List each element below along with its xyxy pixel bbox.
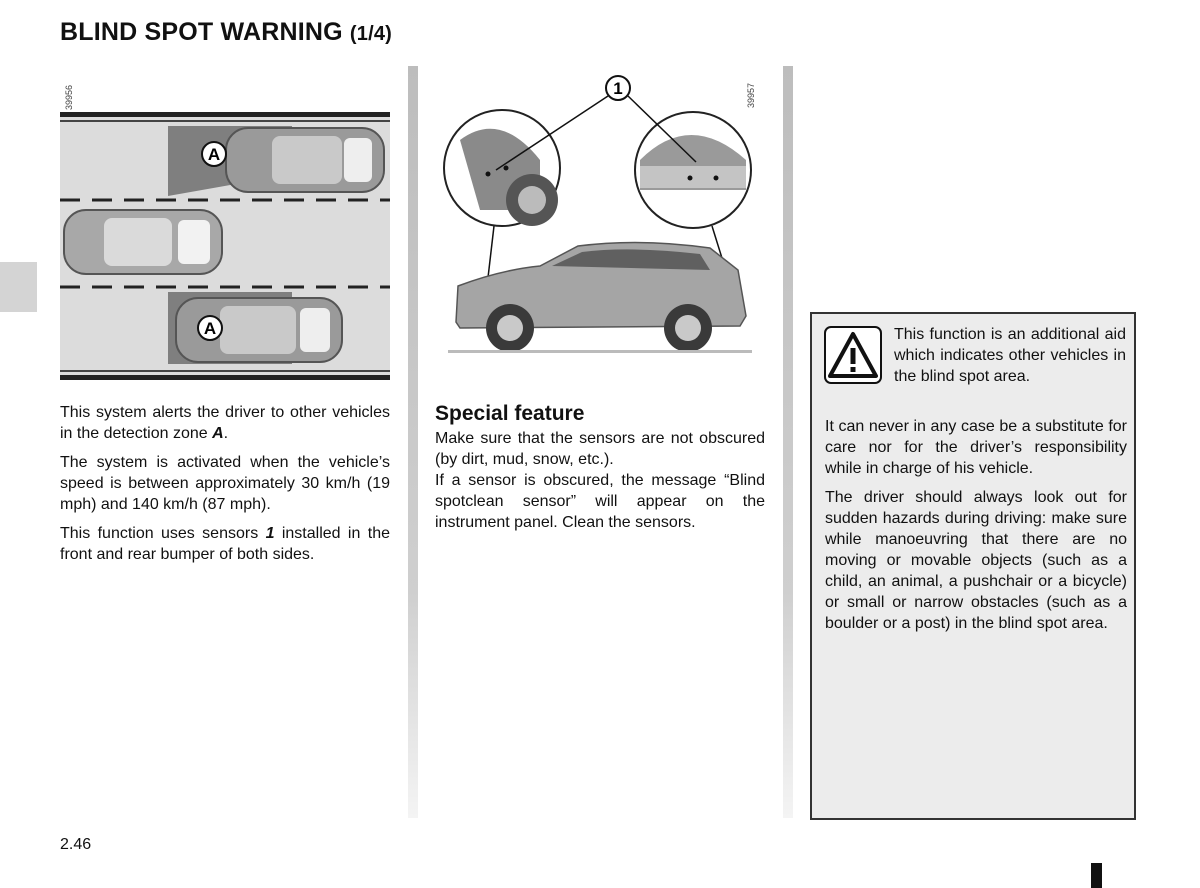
- blind-spot-zone-figure: [60, 112, 390, 380]
- zone-label-a-top: A: [207, 145, 221, 164]
- column-divider-right: [783, 66, 793, 818]
- intro-end: .: [223, 425, 229, 442]
- warning-box: [810, 312, 1136, 820]
- sensors-text: This function uses sensors: [60, 525, 266, 542]
- warning-triangle-icon: [824, 326, 882, 384]
- warning-p3: The driver should always look out for sudden hazards during driving: make sure while manoeuvring that there are no moving or movable objects (such as a child, an animal, a pushchair or a bicycle) or small or narrow obstacles (such as a boulder or a post) in the blind spot area.: [825, 489, 1127, 632]
- column-divider-left: [408, 66, 418, 818]
- page-title-text: BLIND SPOT WARNING: [60, 18, 343, 46]
- warning-p2: It can never in any case be a substitute for care nor for the driver’s responsibility while in charge of his vehicle.: [825, 418, 1127, 477]
- page-edge-mark: [1091, 863, 1102, 888]
- intro-text: This system alerts the driver to other vehicles in the detection zone: [60, 404, 390, 442]
- special-feature-p2: If a sensor is obscured, the message “Blind spotclean sensor” will appear on the instrument panel. Clean the sensors.: [435, 472, 765, 531]
- sensors-paragraph: [60, 523, 390, 565]
- middle-column-text: [435, 402, 765, 541]
- sensor-label-1: 1: [613, 79, 623, 98]
- special-feature-heading: Special feature: [435, 402, 585, 425]
- left-column-text: [60, 402, 390, 573]
- zone-label-a-bottom: A: [203, 319, 217, 338]
- sensors-end: installed in the front and rear bumper of both sides.: [60, 525, 390, 563]
- warning-body: [825, 416, 1127, 642]
- figure-id-right: 39957: [746, 82, 756, 108]
- page-title-part: (1/4): [349, 23, 393, 45]
- activation-paragraph: The system is activated when the vehicle’s speed is between approximately 30 km/h (19 mph) and 140 km/h (87 mph).: [60, 454, 390, 513]
- special-feature-p1: Make sure that the sensors are not obscured (by dirt, mud, snow, etc.).: [435, 430, 765, 468]
- page-number: 2.46: [60, 836, 92, 853]
- intro-paragraph: [60, 402, 390, 444]
- sensor-location-figure: [440, 70, 760, 360]
- sensor-reference: 1: [265, 525, 275, 542]
- chapter-tab: [0, 262, 37, 312]
- page-title: [60, 18, 392, 47]
- warning-p1: This function is an additional aid which indicates other vehicles in the blind spot area.: [894, 326, 1126, 385]
- figure-id-left: 39956: [64, 84, 74, 110]
- zone-reference: A: [212, 425, 224, 442]
